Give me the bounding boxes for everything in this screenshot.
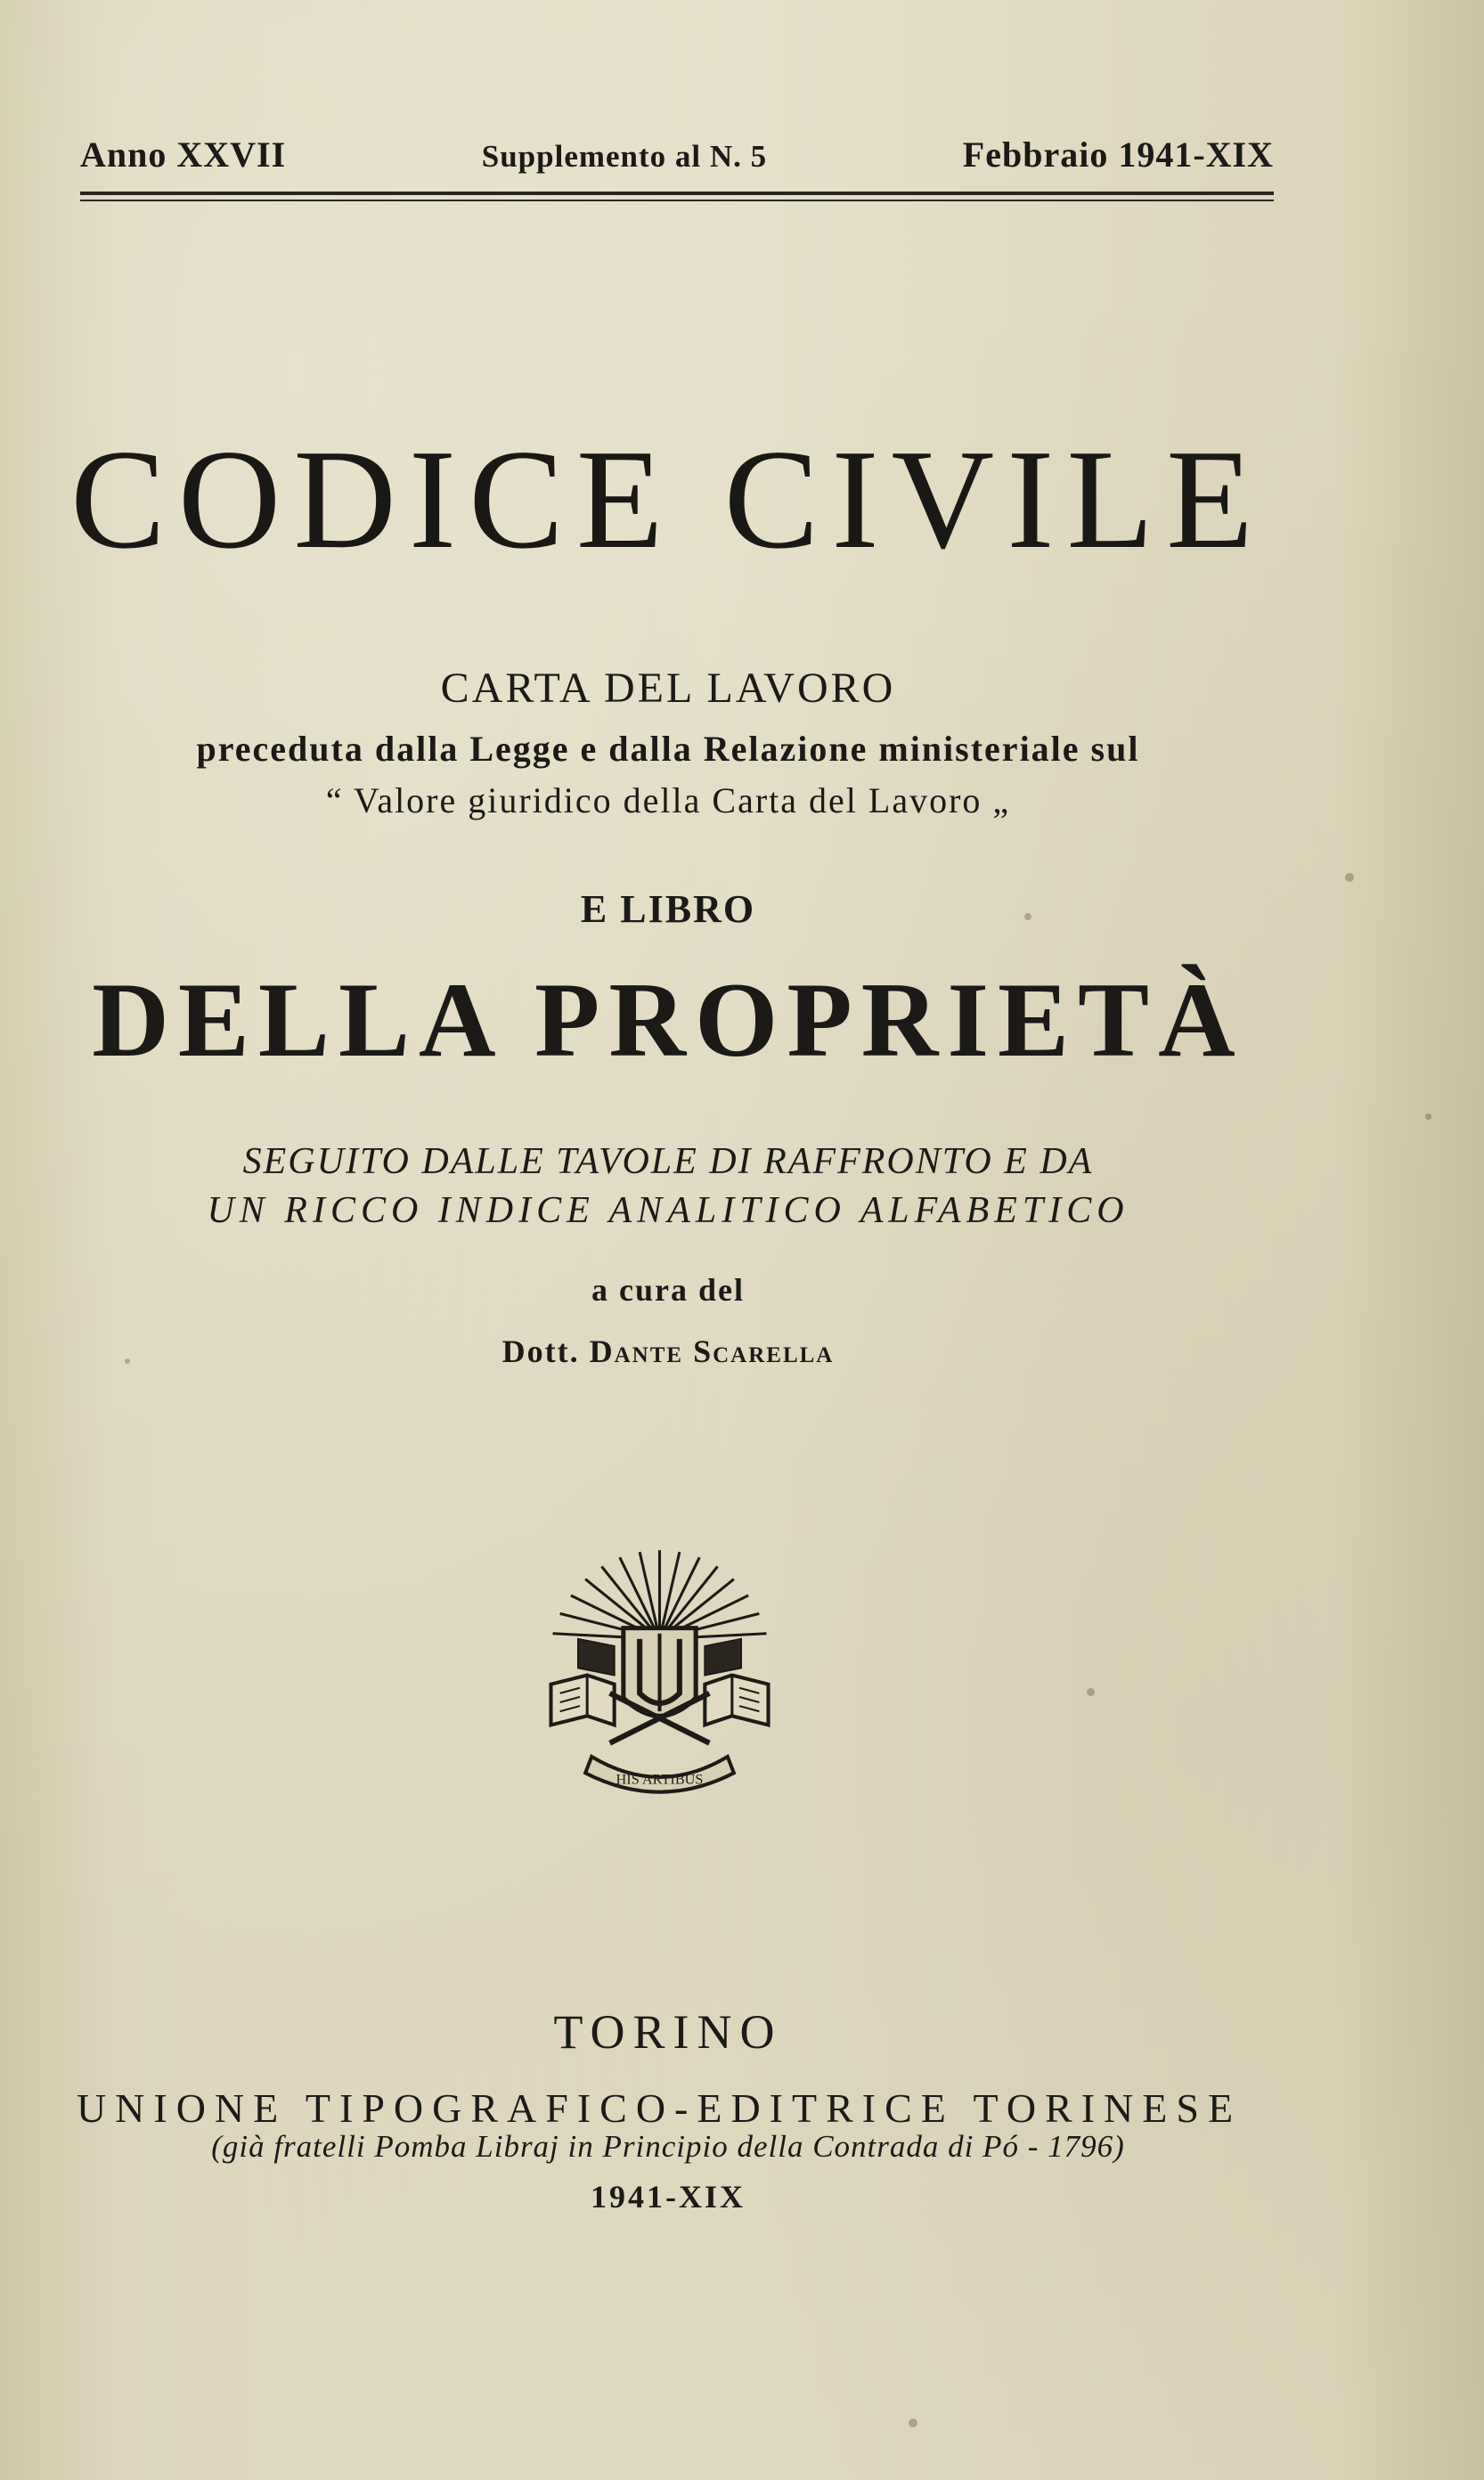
imprint-year: 1941-XIX [591,2179,746,2215]
issue-date: Febbraio 1941-XIX [962,135,1274,175]
description-line-1: SEGUITO DALLE TAVOLE DI RAFFRONTO E DA [242,1141,1094,1182]
emblem-motto: HIS ARTIBUS [616,1771,704,1788]
subtitle-e-libro: E LIBRO [580,887,756,931]
paper-speck [1087,1688,1095,1696]
paper-speck [1345,873,1354,882]
editor-fullname: Dante Scarella [589,1334,835,1369]
imprint-publisher: UNIONE TIPOGRAFICO-EDITRICE TORINESE [76,2085,1243,2131]
main-title: CODICE CIVILE [70,420,1266,578]
issue-supplement: Supplemento al N. 5 [481,139,768,174]
subtitle-preceduta: preceduta dalla Legge e dalla Relazione ministeriale sul [196,729,1140,769]
editor-intro: a cura del [591,1272,745,1308]
header-rule-bottom [80,200,1274,201]
issue-year: Anno XXVII [80,135,287,175]
subtitle-carta-del-lavoro: CARTA DEL LAVORO [440,665,896,712]
imprint-publisher-note: (già fratelli Pomba Libraj in Principio della Contrada di Pó - 1796) [211,2129,1125,2164]
subtitle-valore-giuridico: “ Valore giuridico della Carta del Lavoro „ [325,780,1011,820]
publisher-emblem-icon [524,1539,795,1811]
imprint-city: TORINO [553,2005,783,2059]
description-line-2: UN RICCO INDICE ANALITICO ALFABETICO [207,1190,1129,1231]
editor-title: Dott. [501,1334,580,1369]
paper-speck [1425,1114,1431,1120]
paper-speck [909,2419,917,2427]
issue-header [80,134,1274,187]
editor-name [0,1333,1336,1370]
header-rule-top [80,192,1274,195]
secondary-title: DELLA PROPRIETÀ [92,960,1244,1079]
